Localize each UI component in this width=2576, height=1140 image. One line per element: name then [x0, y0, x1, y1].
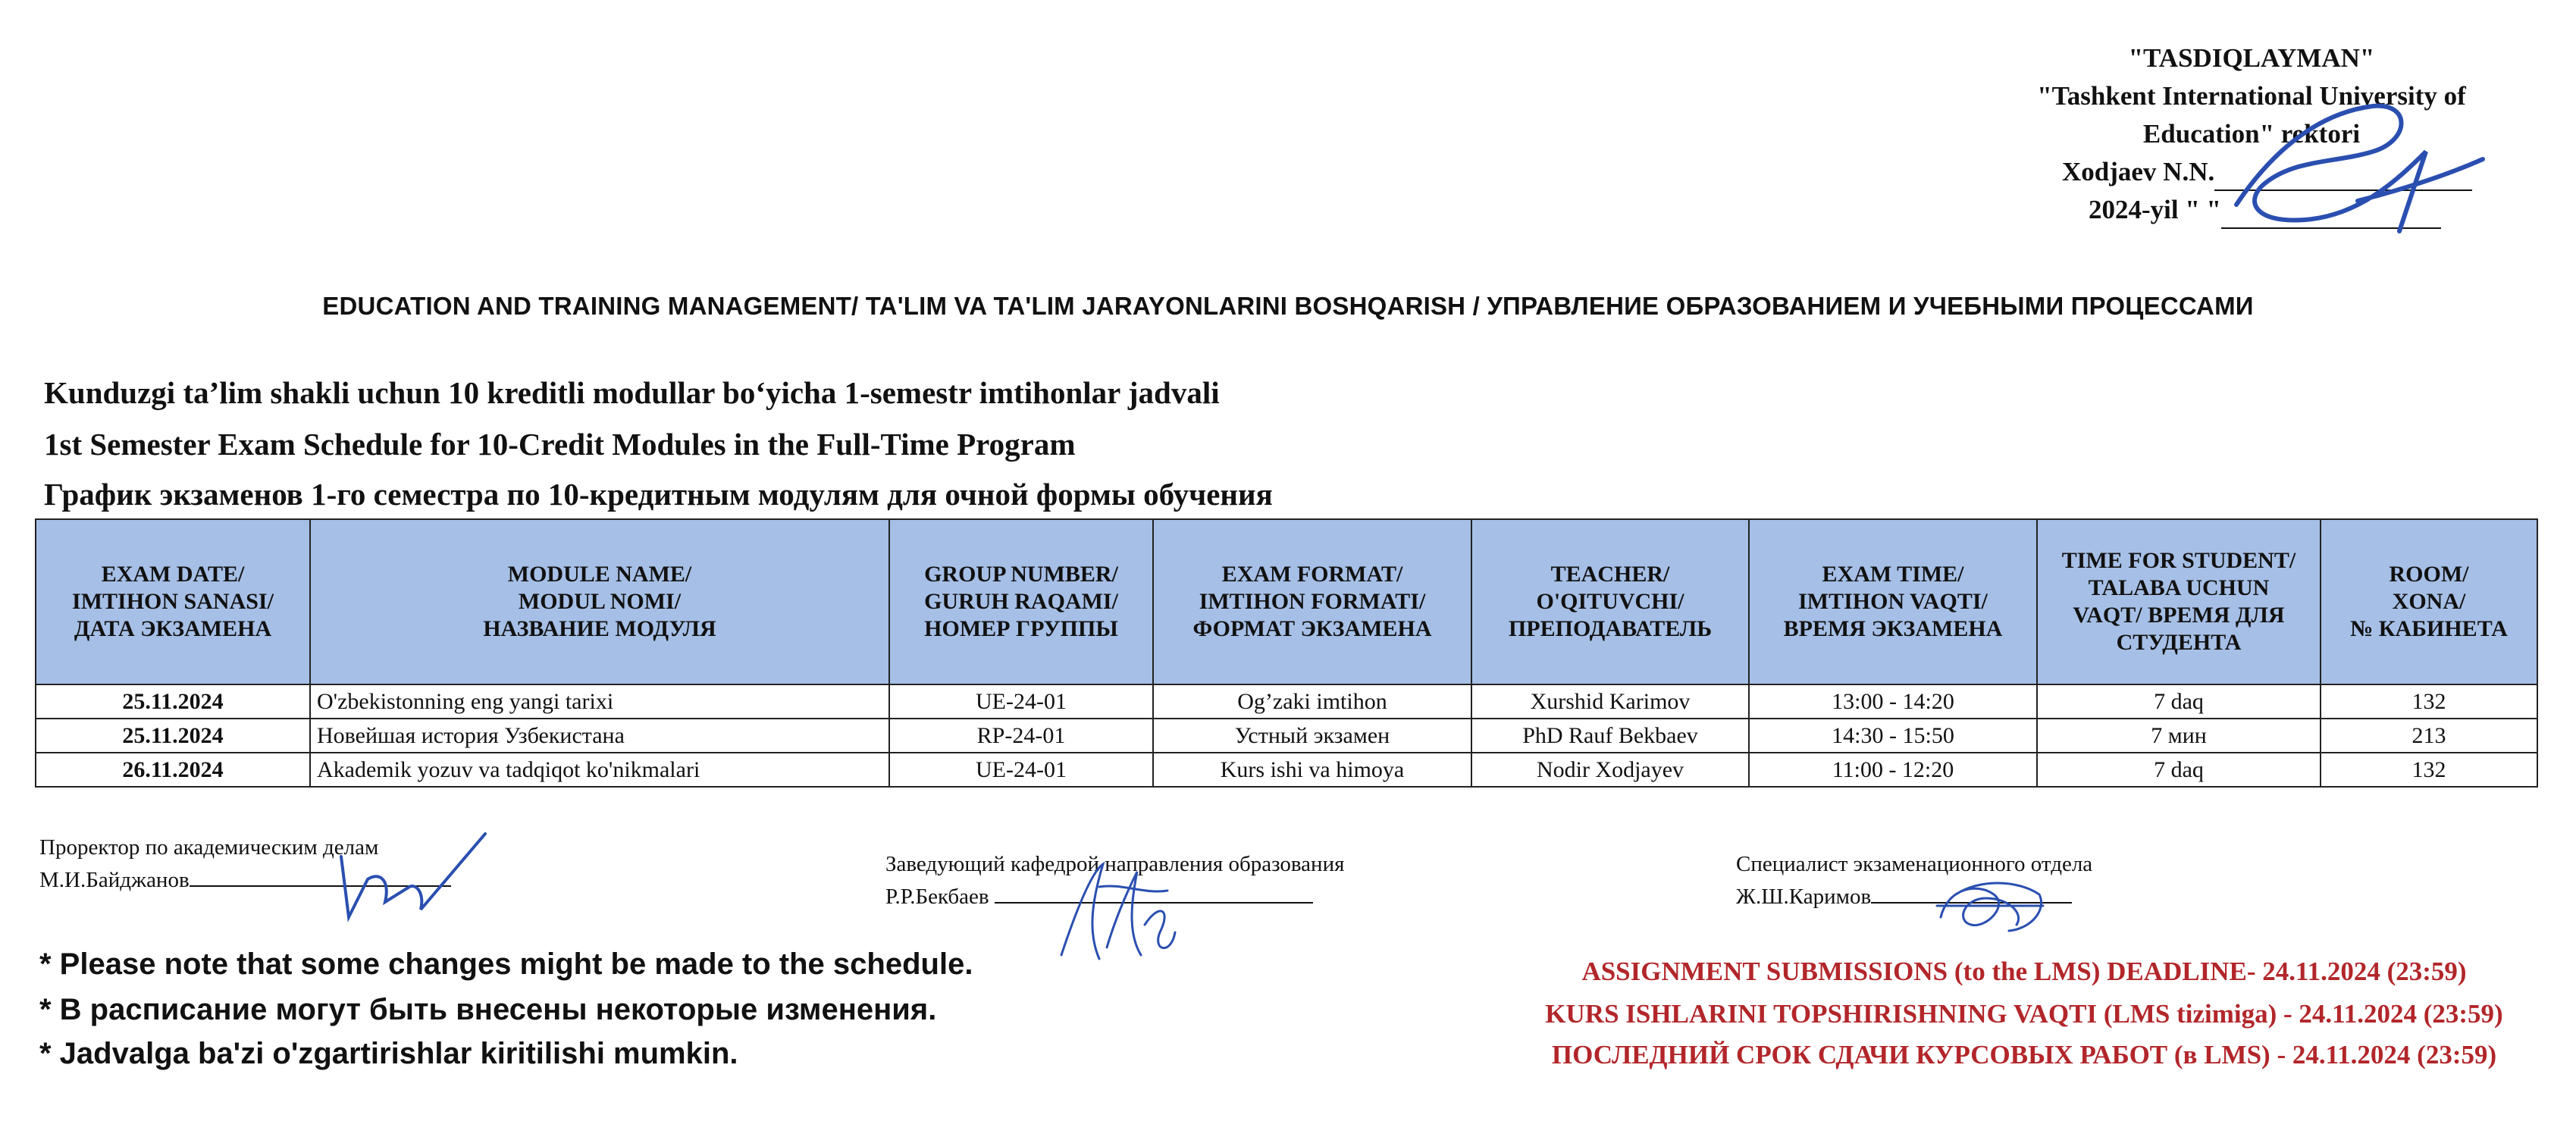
table-header-row [36, 519, 2537, 684]
title-uz: Kunduzgi ta’lim shakli uchun 10 kreditli modullar bo‘yicha 1-semestr imtihonlar jadvali [44, 375, 1220, 410]
title-en: 1st Semester Exam Schedule for 10-Credit Modules in the Full-Time Program [44, 427, 1076, 462]
cell-student-time: 7 daq [2037, 753, 2321, 787]
rector-signature [2221, 68, 2494, 243]
specialist-title: Специалист экзаменационного отдела [1736, 852, 2093, 876]
prorector-title: Проректор по академическим делам [39, 835, 379, 860]
cell-group-number: UE-24-01 [889, 684, 1153, 719]
deadline-ru: ПОСЛЕДНИЙ СРОК СДАЧИ КУРСОВЫХ РАБОТ (в LMS) - 24.11.2024 (23:59) [1551, 1040, 2497, 1070]
cell-exam-format: Og’zaki imtihon [1153, 684, 1471, 719]
approval-rector: Education" rektori [2142, 119, 2361, 149]
head-name: Р.Р.Бекбаев [885, 885, 989, 909]
prorector-signature [296, 826, 500, 940]
cell-group-number: RP-24-01 [889, 719, 1153, 753]
cell-exam-time: 11:00 - 12:20 [1749, 753, 2037, 787]
approval-university: "Tashkent International University of [2037, 81, 2466, 111]
header-student-time: TIME FOR STUDENT/ TALABA UCHUN VAQT/ ВРЕМЯ ДЛЯ СТУДЕНТА [2037, 519, 2321, 684]
specialist-name: Ж.Ш.Каримов [1736, 885, 1872, 909]
cell-teacher: Xurshid Karimov [1471, 684, 1749, 719]
cell-student-time: 7 мин [2037, 719, 2321, 753]
header-teacher: TEACHER/ O'QITUVCHI/ ПРЕПОДАВАТЕЛЬ [1471, 519, 1749, 684]
header-module-name: MODULE NAME/ MODUL NOMI/ НАЗВАНИЕ МОДУЛЯ [310, 519, 889, 684]
cell-teacher: PhD Rauf Bekbaev [1471, 719, 1749, 753]
cell-exam-time: 14:30 - 15:50 [1749, 719, 2037, 753]
head-signature [1046, 841, 1183, 970]
header-group-number: GROUP NUMBER/ GURUH RAQAMI/ НОМЕР ГРУППЫ [889, 519, 1153, 684]
cell-group-number: UE-24-01 [889, 753, 1153, 787]
table-row [36, 719, 2537, 753]
table-row [36, 684, 2537, 719]
note-en: * Please note that some changes might be made to the schedule. [39, 947, 973, 981]
table-row [36, 753, 2537, 787]
table-body [36, 684, 2537, 787]
cell-module-name: O'zbekistonning eng yangi tarixi [310, 684, 889, 719]
approval-signer: Xodjaev N.N. [1941, 153, 2562, 191]
header-exam-time: EXAM TIME/ IMTIHON VAQTI/ ВРЕМЯ ЭКЗАМЕНА [1749, 519, 2037, 684]
cell-module-name: Новейшая история Узбекистана [310, 719, 889, 753]
deadline-uz: KURS ISHLARINI TOPSHIRISHNING VAQTI (LMS tizimiga) - 24.11.2024 (23:59) [1545, 999, 2503, 1029]
cell-exam-date: 26.11.2024 [36, 753, 310, 787]
prorector-name: М.И.Байджанов [39, 868, 190, 892]
cell-teacher: Nodir Xodjayev [1471, 753, 1749, 787]
cell-exam-format: Kurs ishi va himoya [1153, 753, 1471, 787]
head-title: Заведующий кафедрой направления образования [885, 852, 1345, 876]
cell-exam-date: 25.11.2024 [36, 719, 310, 753]
note-ru: * В расписание могут быть внесены некоторые изменения. [39, 993, 937, 1026]
approval-date: 2024-yil " " [1941, 191, 2562, 229]
cell-exam-time: 13:00 - 14:20 [1749, 684, 2037, 719]
cell-exam-format: Устный экзамен [1153, 719, 1471, 753]
deadline-en: ASSIGNMENT SUBMISSIONS (to the LMS) DEADLINE- 24.11.2024 (23:59) [1581, 957, 2467, 986]
specialist-signature [1926, 872, 2054, 940]
cell-room: 132 [2321, 753, 2537, 787]
header-exam-date: EXAM DATE/ IMTIHON SANASI/ ДАТА ЭКЗАМЕНА [36, 519, 310, 684]
cell-exam-date: 25.11.2024 [36, 684, 310, 719]
cell-student-time: 7 daq [2037, 684, 2321, 719]
department-heading: EDUCATION AND TRAINING MANAGEMENT/ TA'LIM VA TA'LIM JARAYONLARINI BOSHQARISH / УПРАВЛЕНИЕ ОБРАЗОВАНИЕМ И УЧЕБНЫМИ ПРОЦЕССАМИ [322, 292, 2254, 320]
approval-title: "TASDIQLAYMAN" [2128, 43, 2375, 73]
header-exam-format: EXAM FORMAT/ IMTIHON FORMATI/ ФОРМАТ ЭКЗАМЕНА [1153, 519, 1471, 684]
cell-room: 132 [2321, 684, 2537, 719]
title-ru: График экзаменов 1-го семестра по 10-кредитным модулям для очной формы обучения [44, 477, 1273, 512]
cell-room: 213 [2321, 719, 2537, 753]
header-room: ROOM/ XONA/ № КАБИНЕТА [2321, 519, 2537, 684]
note-uz: * Jadvalga ba'zi o'zgartirishlar kiritilishi mumkin. [39, 1037, 738, 1070]
cell-module-name: Akademik yozuv va tadqiqot ko'nikmalari [310, 753, 889, 787]
exam-schedule-table [35, 518, 2538, 788]
